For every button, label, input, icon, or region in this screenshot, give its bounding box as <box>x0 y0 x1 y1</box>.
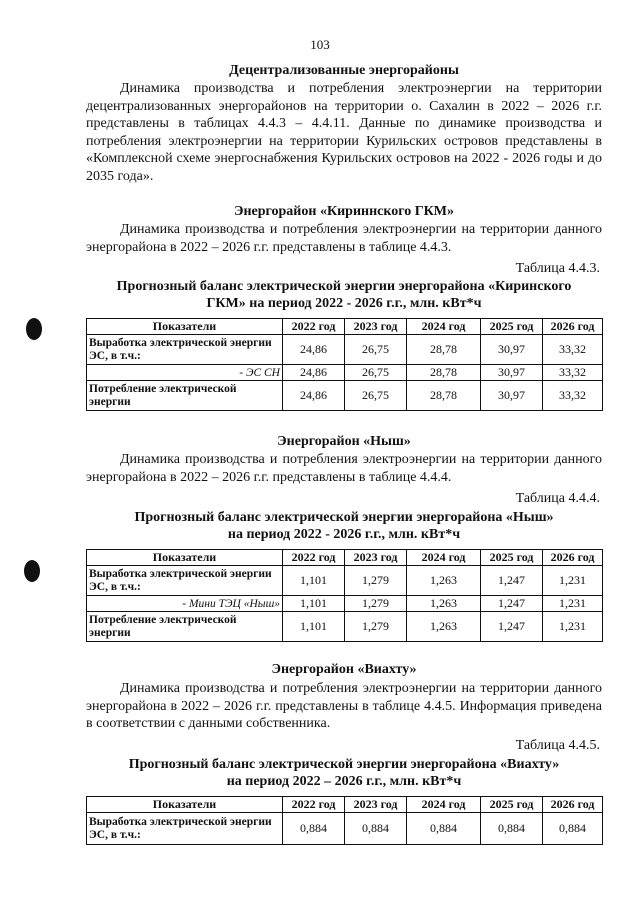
header-cell: 2024 год <box>407 319 481 335</box>
header-cell: 2026 год <box>543 797 603 813</box>
header-cell: 2026 год <box>543 319 603 335</box>
table-445 <box>86 796 603 845</box>
table-label-443: Таблица 4.4.3. <box>515 261 600 276</box>
section-heading-viakhtu: Энергорайон «Виахту» <box>271 662 417 677</box>
cell-value: 30,97 <box>481 335 543 365</box>
table-row <box>87 381 603 411</box>
cell-value: 1,279 <box>345 566 407 596</box>
cell-value: 24,86 <box>283 365 345 381</box>
cell-value: 1,263 <box>407 596 481 612</box>
cell-value: 33,32 <box>543 365 603 381</box>
row-label: Потребление электрической энергии <box>87 381 283 411</box>
cell-value: 1,231 <box>543 596 603 612</box>
header-cell: 2023 год <box>345 550 407 566</box>
paragraph-kirinsky <box>86 221 602 256</box>
paragraph-nysh <box>86 451 602 486</box>
row-label: Потребление электрической энергии <box>87 612 283 642</box>
header-cell: 2023 год <box>345 797 407 813</box>
table-header-row <box>87 797 603 813</box>
table-label-444: Таблица 4.4.4. <box>515 491 600 506</box>
cell-value: 1,101 <box>283 596 345 612</box>
header-cell: 2023 год <box>345 319 407 335</box>
header-cell: 2025 год <box>481 550 543 566</box>
cell-value: 28,78 <box>407 381 481 411</box>
cell-value: 33,32 <box>543 335 603 365</box>
cell-value: 1,231 <box>543 612 603 642</box>
cell-value: 1,247 <box>481 566 543 596</box>
cell-value: 1,247 <box>481 596 543 612</box>
cell-value: 1,263 <box>407 612 481 642</box>
cell-value: 1,247 <box>481 612 543 642</box>
cell-value: 1,263 <box>407 566 481 596</box>
paragraph-decentralized <box>86 80 602 185</box>
cell-value: 30,97 <box>481 381 543 411</box>
table-row <box>87 566 603 596</box>
cell-value: 1,231 <box>543 566 603 596</box>
row-label: Выработка электрической энергии ЭС, в т.ч.: <box>87 335 283 365</box>
cell-value: 0,884 <box>407 813 481 845</box>
header-cell: 2024 год <box>407 550 481 566</box>
header-cell: 2026 год <box>543 550 603 566</box>
table-row <box>87 596 603 612</box>
section-heading-nysh: Энергорайон «Ныш» <box>277 434 411 449</box>
table-label-445: Таблица 4.4.5. <box>515 738 600 753</box>
page-number: 103 <box>310 37 330 52</box>
cell-value: 24,86 <box>283 335 345 365</box>
table-443 <box>86 318 603 411</box>
cell-value: 26,75 <box>345 365 407 381</box>
cell-value: 0,884 <box>345 813 407 845</box>
header-cell: 2024 год <box>407 797 481 813</box>
cell-value: 1,279 <box>345 596 407 612</box>
cell-value: 0,884 <box>543 813 603 845</box>
header-cell: 2025 год <box>481 319 543 335</box>
table-444 <box>86 549 603 642</box>
header-cell: 2022 год <box>283 319 345 335</box>
table-title-445-line2: на период 2022 – 2026 г.г., млн. кВт*ч <box>226 774 462 789</box>
table-row <box>87 813 603 845</box>
header-cell: Показатели <box>87 797 283 813</box>
cell-value: 33,32 <box>543 381 603 411</box>
table-title-444-line2: на период 2022 - 2026 г.г., млн. кВт*ч <box>227 527 461 542</box>
cell-value: 1,279 <box>345 612 407 642</box>
header-cell: 2022 год <box>283 797 345 813</box>
table-title-443-line2: ГКМ» на период 2022 - 2026 г.г., млн. кВт*ч <box>206 296 482 311</box>
row-label: - Мини ТЭЦ «Ныш» <box>87 596 283 612</box>
section-heading-decentralized: Децентрализованные энергорайоны <box>229 63 459 78</box>
table-title-443-line1: Прогнозный баланс электрической энергии энергорайона «Киринского <box>116 279 572 294</box>
paragraph-text: Динамика производства и потребления электроэнергии на территории данного энергорайона в 2022 – 2026 г.г. представлены в таблице 4.4.3. <box>86 222 602 255</box>
header-cell: 2022 год <box>283 550 345 566</box>
section-heading-kirinsky: Энергорайон «Кириннского ГКМ» <box>233 204 455 219</box>
header-cell: Показатели <box>87 319 283 335</box>
paragraph-text: Динамика производства и потребления электроэнергии на территории децентрализованных энергорайонов на территории о. Сахалин в 2022 – 2026 г.г. представлены в таблицах 4.4.3 – 4.4.11. Данные по динамике производства и потребления электроэнергии на территории Курильских островов представлены в «Комплексной схеме энергоснабжения Курильских островов на 2022 - 2026 годы и до 2035 года». <box>86 81 602 184</box>
cell-value: 0,884 <box>283 813 345 845</box>
cell-value: 24,86 <box>283 381 345 411</box>
paragraph-text: Динамика производства и потребления электроэнергии на территории данного энергорайона в 2022 – 2026 г.г. представлены в таблице 4.4.5. Информация приведена в соответствии с данными собственника. <box>86 681 602 731</box>
table-header-row <box>87 550 603 566</box>
row-label: - ЭС СН <box>87 365 283 381</box>
cell-value: 28,78 <box>407 365 481 381</box>
cell-value: 0,884 <box>481 813 543 845</box>
cell-value: 28,78 <box>407 335 481 365</box>
cell-value: 26,75 <box>345 381 407 411</box>
table-row <box>87 335 603 365</box>
table-row <box>87 365 603 381</box>
punch-hole-bottom <box>24 560 40 582</box>
paragraph-text: Динамика производства и потребления электроэнергии на территории данного энергорайона в 2022 – 2026 г.г. представлены в таблице 4.4.4. <box>86 452 602 485</box>
table-title-444-line1: Прогнозный баланс электрической энергии энергорайона «Ныш» <box>134 510 554 525</box>
table-header-row <box>87 319 603 335</box>
table-row <box>87 612 603 642</box>
paragraph-viakhtu <box>86 680 602 733</box>
row-label: Выработка электрической энергии ЭС, в т.ч.: <box>87 813 283 845</box>
header-cell: Показатели <box>87 550 283 566</box>
header-cell: 2025 год <box>481 797 543 813</box>
cell-value: 1,101 <box>283 566 345 596</box>
cell-value: 26,75 <box>345 335 407 365</box>
cell-value: 1,101 <box>283 612 345 642</box>
table-title-445-line1: Прогнозный баланс электрической энергии энергорайона «Виахту» <box>128 757 560 772</box>
punch-hole-top <box>26 318 42 340</box>
row-label: Выработка электрической энергии ЭС, в т.ч.: <box>87 566 283 596</box>
cell-value: 30,97 <box>481 365 543 381</box>
